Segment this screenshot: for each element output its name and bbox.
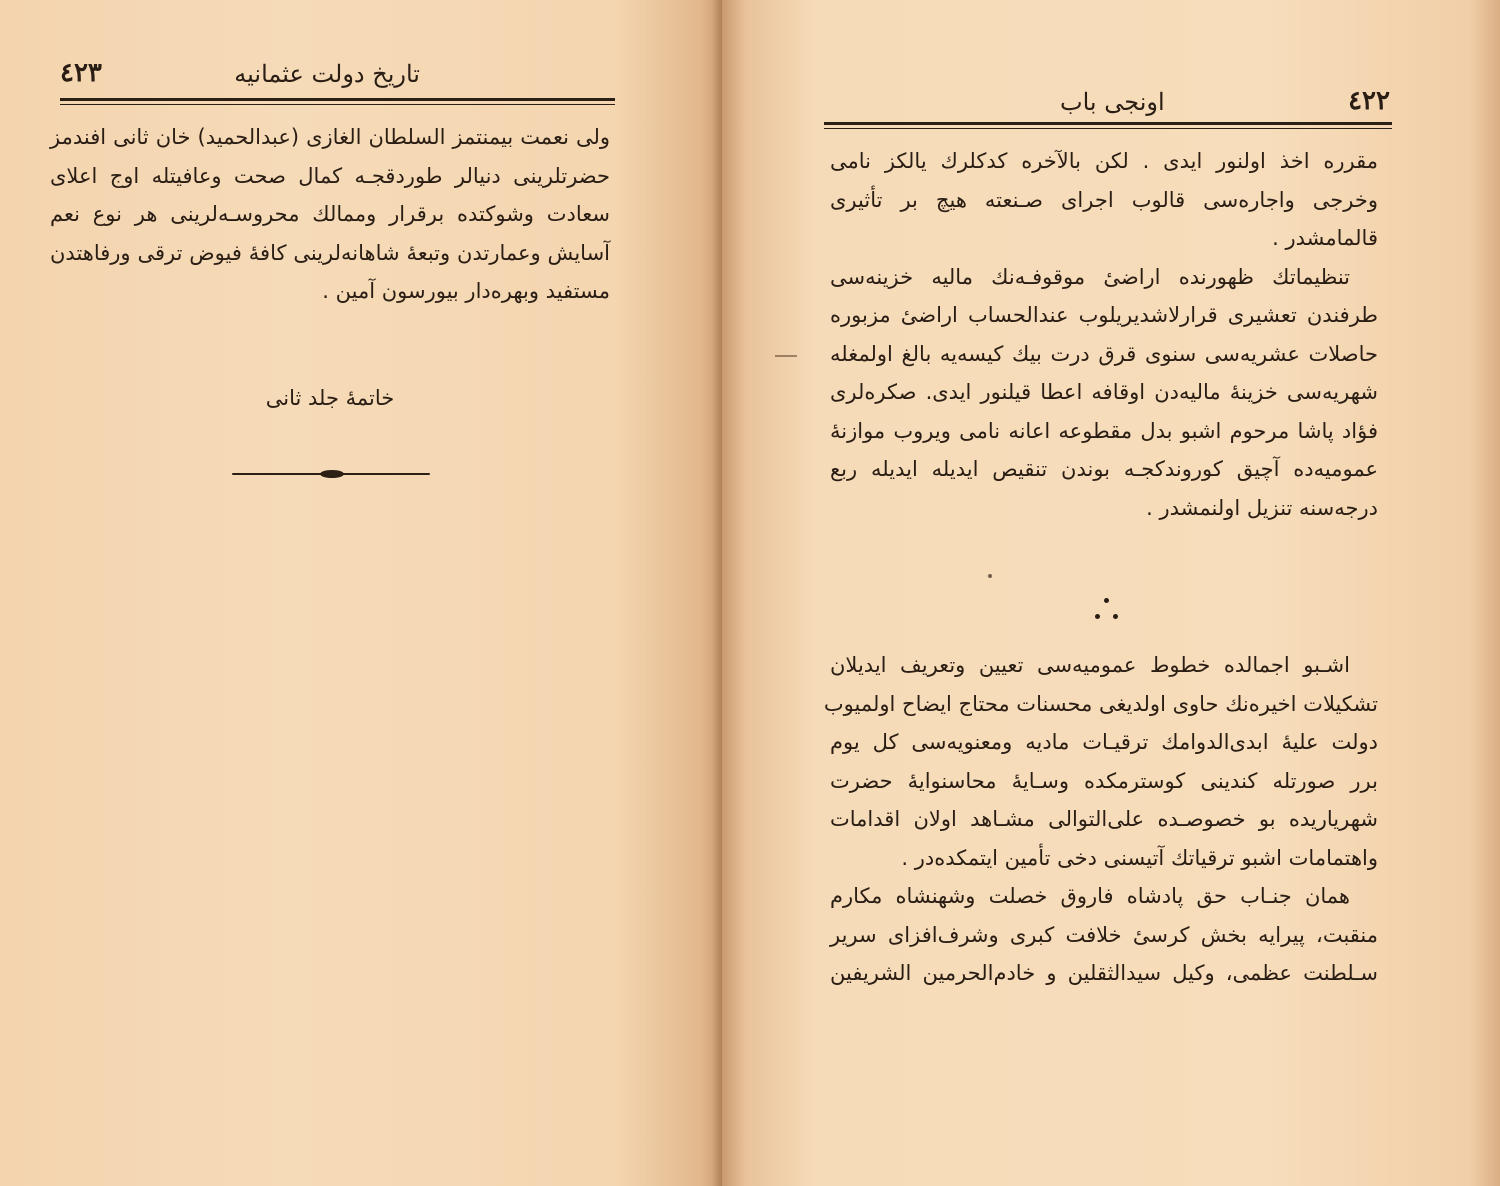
left-page <box>0 0 722 1186</box>
end-ornament <box>232 470 430 478</box>
text-line: مستفید وبهره‌دار بیورسون آمین . <box>322 279 610 303</box>
text-line: ولی نعمت بیمنتمز السلطان الغازی (عبدالحمید) خان ثانی افندمز <box>50 125 610 149</box>
running-title: تاریخ دولت عثمانیه <box>234 60 420 88</box>
section-separator <box>1092 596 1122 626</box>
right-page-body <box>830 142 1378 527</box>
page-number: ٤٢٣ <box>60 58 102 88</box>
text-line: تشکیلات اخیره‌نك حاوی اولدیغی محسنات محتاج ایضاح اولمیوب <box>823 691 1378 716</box>
running-title: اونجی باب <box>1060 88 1165 116</box>
text-line: اشـبو اجمالده خطوط عمومیه‌سی تعیین وتعریف ایدیلان <box>830 653 1350 677</box>
text-line: عمومیه‌ده آچیق کوروندکجـه بوندن تنقیص ایدیله ایدیله ربع <box>830 457 1378 481</box>
text-line: واهتمامات اشبو ترقیاتك آتیسنی دخی تأمین ایتمکده‌در . <box>901 845 1378 870</box>
header-rule <box>824 122 1392 129</box>
text-line: شهریاریده بو خصوصـده علی‌التوالی مشـاهد اولان اقدامات <box>830 807 1378 831</box>
text-line: وخرجی واجاره‌سی قالوب اجرای صـنعته هیچ بر تأثیری <box>830 187 1378 212</box>
stray-ink-dot <box>988 574 992 578</box>
text-line: سعادت وشوکتده برقرار وممالك محروسـه‌لرینی هر نوع نعم <box>50 202 610 226</box>
text-line: مقرره اخذ اولنور ایدی . لکن بالآخره کدکلرك یالکز نامی <box>830 149 1378 173</box>
text-line: تنظیماتك ظهورنده اراضیٔ موقوفـه‌نك مالیه خزینه‌سی <box>830 264 1350 289</box>
text-line: طرفندن تعشیری قرارلاشدیریلوب عندالحساب اراضیٔ مزبوره <box>830 303 1378 327</box>
text-line: حضرتلرینی دنیالر طوردقجـه کمال صحت وعافیتله اوج اعلای <box>50 163 610 188</box>
header-rule <box>60 98 615 105</box>
right-page-body-continued <box>823 646 1378 993</box>
right-page-header <box>830 86 1390 116</box>
text-line: حاصلات عشریه‌سی سنوی قرق درت بیك کیسه‌یه بالغ اولمغله <box>830 341 1378 366</box>
text-line: درجه‌سنه تنزیل اولنمشدر . <box>1146 495 1378 520</box>
stray-ink-mark <box>775 355 797 357</box>
text-line: شهریه‌سی خزینهٔ مالیه‌دن اوقافه اعطا قیلنور ایدی. صکره‌لری <box>830 380 1378 404</box>
page-number: ٤٢٢ <box>1348 86 1390 116</box>
colophon: خاتمهٔ جلد ثانی <box>265 386 395 410</box>
text-line: آسایش وعمارتدن وتبعهٔ شاهانه‌لرینی کافهٔ فیوض ترقی ورفاهتدن <box>50 240 610 265</box>
text-line: فؤاد پاشا مرحوم اشبو بدل مقطوعه اعانه نامی ویروب موازنهٔ <box>830 418 1378 443</box>
text-line: همان جنـاب حق پادشاه فاروق خصلت وشهنشاه مکارم <box>830 884 1350 908</box>
text-line: برر صورتله کندینی کوسترمکده وسـایهٔ محاسنوایهٔ حضرت <box>830 768 1378 793</box>
text-line: منقبت، پیرایه بخش کرسیٔ خلافت کبری وشرف‌افزای سریر <box>830 922 1378 947</box>
left-page-body <box>50 118 610 311</box>
right-page <box>722 0 1500 1186</box>
text-line: قالمامشدر . <box>1272 226 1378 250</box>
text-line: دولت علیهٔ ابدی‌الدوامك ترقیـات مادیه ومعنویه‌سی کل یوم <box>830 730 1378 754</box>
left-page-header <box>60 58 615 88</box>
text-line: سـلطنت عظمی، وکیل سیدالثقلین و خادم‌الحرمین الشریفین <box>830 961 1378 985</box>
